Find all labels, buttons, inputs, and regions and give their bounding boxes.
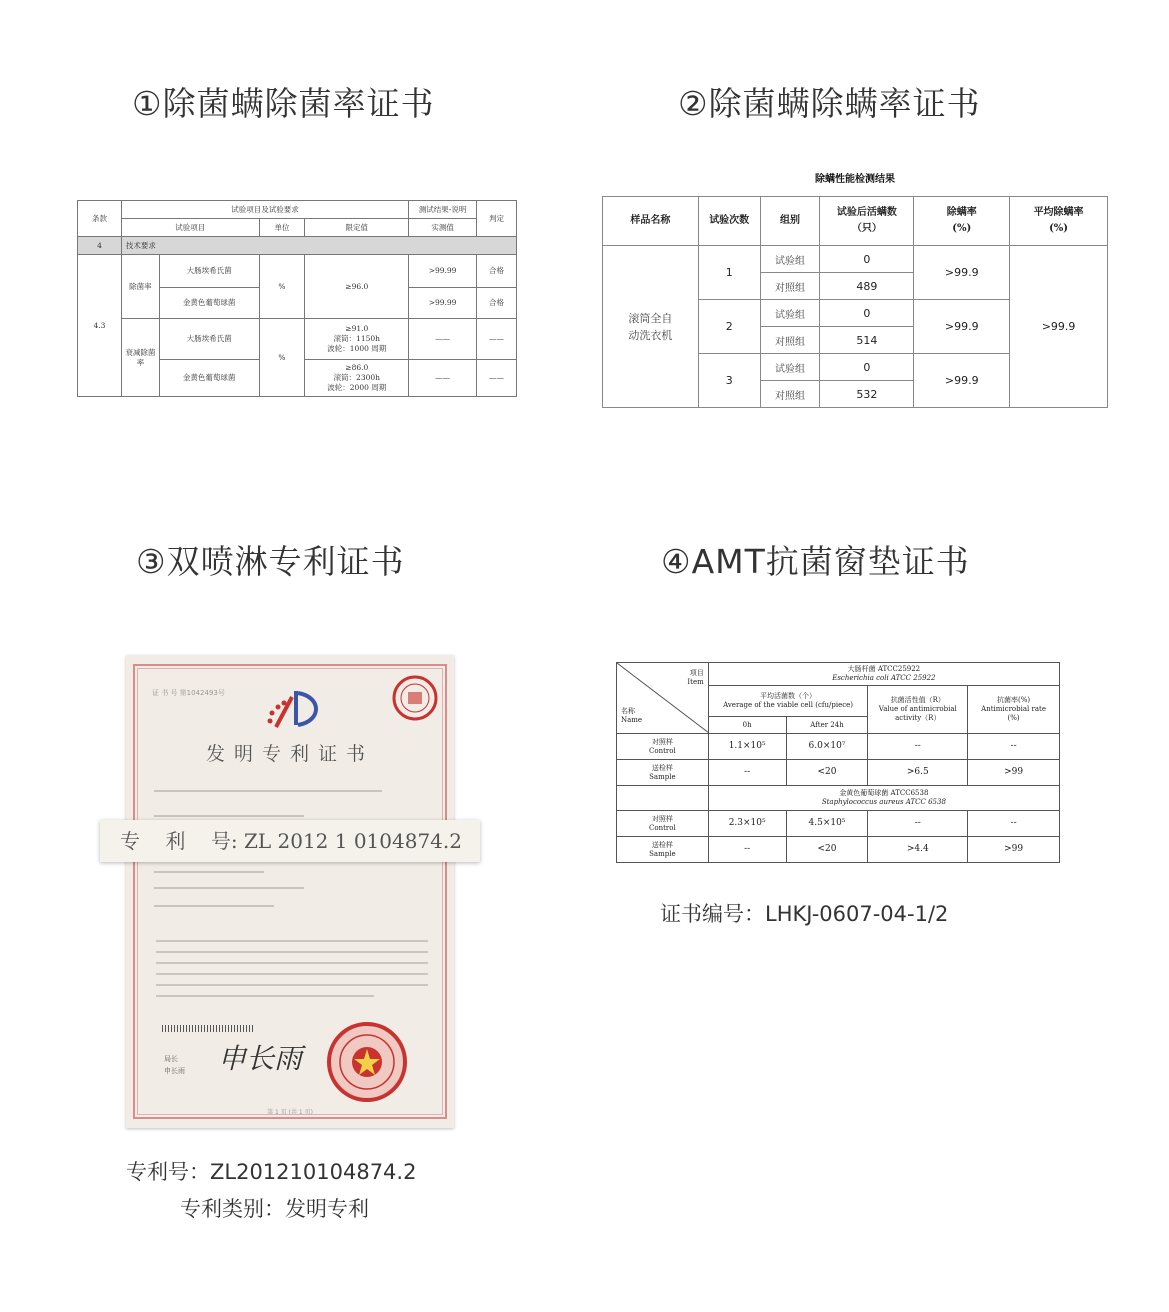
run-rate: >99.9: [914, 246, 1010, 300]
verdict-4: ——: [477, 360, 517, 397]
s-sample-24h: <20: [786, 837, 868, 863]
result-1: >99.99: [409, 255, 477, 288]
avg-cn: 平均活菌数（个）: [760, 692, 817, 700]
name-cn: 名称: [621, 707, 635, 715]
text-line: [154, 887, 304, 889]
section-number: 4: [78, 237, 122, 255]
header-unit: 单位: [259, 219, 305, 237]
name-en: Name: [621, 716, 643, 724]
mite-removal-table: [602, 196, 1108, 408]
header-result: 测试结果-说明: [409, 201, 477, 219]
run-test-value: 0: [820, 354, 914, 381]
header-verdict: 判定: [477, 201, 517, 237]
patent-number-band: 专 利 号: ZL 2012 1 0104874.2: [100, 820, 480, 862]
s-sample-rate: >99: [968, 837, 1060, 863]
decay-label: 衰减除菌率: [121, 319, 159, 397]
staph-label: 金黄色葡萄球菌: [159, 360, 259, 397]
ecoli-en: Escherichia coli ATCC 25922: [832, 674, 936, 682]
sample-cn: 送检样: [651, 763, 673, 772]
limit-1: ≥96.0: [305, 255, 409, 319]
run-number: 1: [698, 246, 760, 300]
sample-cn: 送检样: [651, 840, 673, 849]
activity-en: Value of antimicrobial activity（R）: [878, 705, 957, 722]
sample-en: Sample: [649, 772, 676, 781]
s-control-24h: 4.5×10⁵: [786, 811, 868, 837]
heading-amt-cert: ④AMT抗菌窗垫证书: [661, 542, 970, 581]
antibacterial-table: [616, 662, 1060, 863]
e-sample-24h: <20: [786, 760, 868, 786]
certificate-number-caption: 证书编号：LHKJ-0607-04-1/2: [660, 902, 949, 926]
header-times: 试验次数: [698, 197, 760, 246]
limit-2: ≥91.0 滚筒：1150h 波轮：1000 周期: [305, 319, 409, 360]
item-cn: 项目: [689, 669, 704, 677]
activity-cn: 抗菌活性值（R）: [890, 696, 945, 704]
col-24h: After 24h: [786, 717, 868, 734]
verdict-1: 合格: [477, 255, 517, 288]
rate-label: 除菌率: [121, 255, 159, 319]
text-line: [154, 871, 264, 873]
paragraph-line: [156, 995, 374, 997]
section-title: 技术要求: [121, 237, 516, 255]
clause-number: 4.3: [78, 255, 122, 397]
header-limit: 限定值: [305, 219, 409, 237]
run-rate: >99.9: [914, 300, 1010, 354]
header-item: 试验项目: [121, 219, 259, 237]
certificate-footer: 第 1 页 (共 1 页): [267, 1109, 313, 1116]
header-avg-rate: 平均除螨率 (%): [1010, 197, 1108, 246]
run-number: 3: [698, 354, 760, 408]
paragraph-line: [156, 951, 428, 953]
header-items-req: 试验项目及试验要求: [121, 201, 408, 219]
control-group-label: 对照组: [760, 381, 820, 408]
rate-cn: 抗菌率(%): [997, 696, 1031, 704]
run-test-value: 0: [820, 246, 914, 273]
s-control-0h: 2.3×10⁵: [708, 811, 786, 837]
rate-en: Antimicrobial rate: [981, 705, 1046, 713]
unit-cell: %: [259, 255, 305, 319]
paragraph-line: [156, 984, 428, 986]
paragraph-line: [156, 940, 428, 942]
official-seal: [326, 1021, 408, 1103]
run-control-value: 514: [820, 327, 914, 354]
staph-en: Staphylococcus aureus ATCC 6538: [821, 798, 946, 806]
signature-labels: 局长 申长雨: [164, 1055, 185, 1075]
sample-en: Sample: [649, 849, 676, 858]
run-test-value: 0: [820, 300, 914, 327]
mite-table-title: 除螨性能检测结果: [815, 174, 895, 185]
e-control-0h: 1.1×10⁵: [708, 734, 786, 760]
e-sample-r: >6.5: [868, 760, 968, 786]
text-line: [154, 790, 382, 792]
empty-cell: [617, 786, 709, 811]
control-group-label: 对照组: [760, 327, 820, 354]
col-0h: 0h: [708, 717, 786, 734]
e-sample-rate: >99: [968, 760, 1060, 786]
header-clause: 条款: [78, 201, 122, 237]
patent-type-caption: 专利类别：发明专利: [180, 1197, 369, 1221]
s-sample-r: >4.4: [868, 837, 968, 863]
e-sample-0h: --: [708, 760, 786, 786]
e-control-24h: 6.0×10⁷: [786, 734, 868, 760]
run-control-value: 489: [820, 273, 914, 300]
heading-patent-cert: ③双喷淋专利证书: [136, 542, 405, 581]
unit-cell: %: [259, 319, 305, 397]
control-en: Control: [649, 823, 676, 832]
barcode: [162, 1025, 254, 1032]
verdict-3: ——: [477, 319, 517, 360]
header-rate: 除螨率 (%): [914, 197, 1010, 246]
s-control-r: --: [868, 811, 968, 837]
test-group-label: 试验组: [760, 246, 820, 273]
text-line: [154, 905, 274, 907]
patent-number-caption: 专利号：ZL201210104874.2: [126, 1160, 417, 1184]
header-measured: 实测值: [409, 219, 477, 237]
s-sample-0h: --: [708, 837, 786, 863]
rate-unit: (%): [1007, 714, 1020, 722]
e-control-rate: --: [968, 734, 1060, 760]
control-group-label: 对照组: [760, 273, 820, 300]
paragraph-line: [156, 973, 428, 975]
result-4: ——: [409, 360, 477, 397]
header-group: 组别: [760, 197, 820, 246]
patent-office-logo: [264, 687, 326, 731]
test-group-label: 试验组: [760, 300, 820, 327]
ecoli-cn: 大肠杆菌 ATCC25922: [847, 665, 921, 673]
director-signature: 申长雨: [218, 1042, 303, 1075]
diagonal-header-cell: [617, 663, 709, 734]
average-rate: >99.9: [1010, 246, 1108, 408]
e-control-r: --: [868, 734, 968, 760]
certificate-serial: 证 书 号 第1042493号: [152, 689, 225, 697]
result-2: >99.99: [409, 288, 477, 319]
result-3: ——: [409, 319, 477, 360]
patent-certificate-image: [126, 655, 454, 1128]
heading-mite-removal-cert: ②除菌螨除螨率证书: [678, 84, 981, 123]
run-number: 2: [698, 300, 760, 354]
control-cn: 对照样: [651, 737, 673, 746]
control-en: Control: [649, 746, 676, 755]
ecoli-label: 大肠埃希氏菌: [159, 319, 259, 360]
avg-en: Average of the viable cell (cfu/piece): [723, 701, 854, 709]
certificate-title: 发明专利证书: [205, 743, 374, 765]
control-cn: 对照样: [651, 814, 673, 823]
run-rate: >99.9: [914, 354, 1010, 408]
header-sample: 样品名称: [603, 197, 699, 246]
limit-3: ≥86.0 滚筒：2300h 波轮：2000 周期: [305, 360, 409, 397]
sample-name: 滚筒全自 动洗衣机: [603, 246, 699, 408]
text-line: [154, 815, 304, 817]
sterilization-rate-table: [77, 200, 517, 397]
header-live-mites: 试验后活螨数 （只）: [820, 197, 914, 246]
paragraph-line: [156, 962, 428, 964]
staph-cn: 金黄色葡萄球菌 ATCC6538: [839, 789, 929, 797]
test-group-label: 试验组: [760, 354, 820, 381]
staph-label: 金黄色葡萄球菌: [159, 288, 259, 319]
item-en: Item: [687, 678, 704, 686]
run-control-value: 532: [820, 381, 914, 408]
red-seal-top: [392, 675, 438, 721]
ecoli-label: 大肠埃希氏菌: [159, 255, 259, 288]
heading-sterilization-cert: ①除菌螨除菌率证书: [132, 84, 435, 123]
verdict-2: 合格: [477, 288, 517, 319]
s-control-rate: --: [968, 811, 1060, 837]
